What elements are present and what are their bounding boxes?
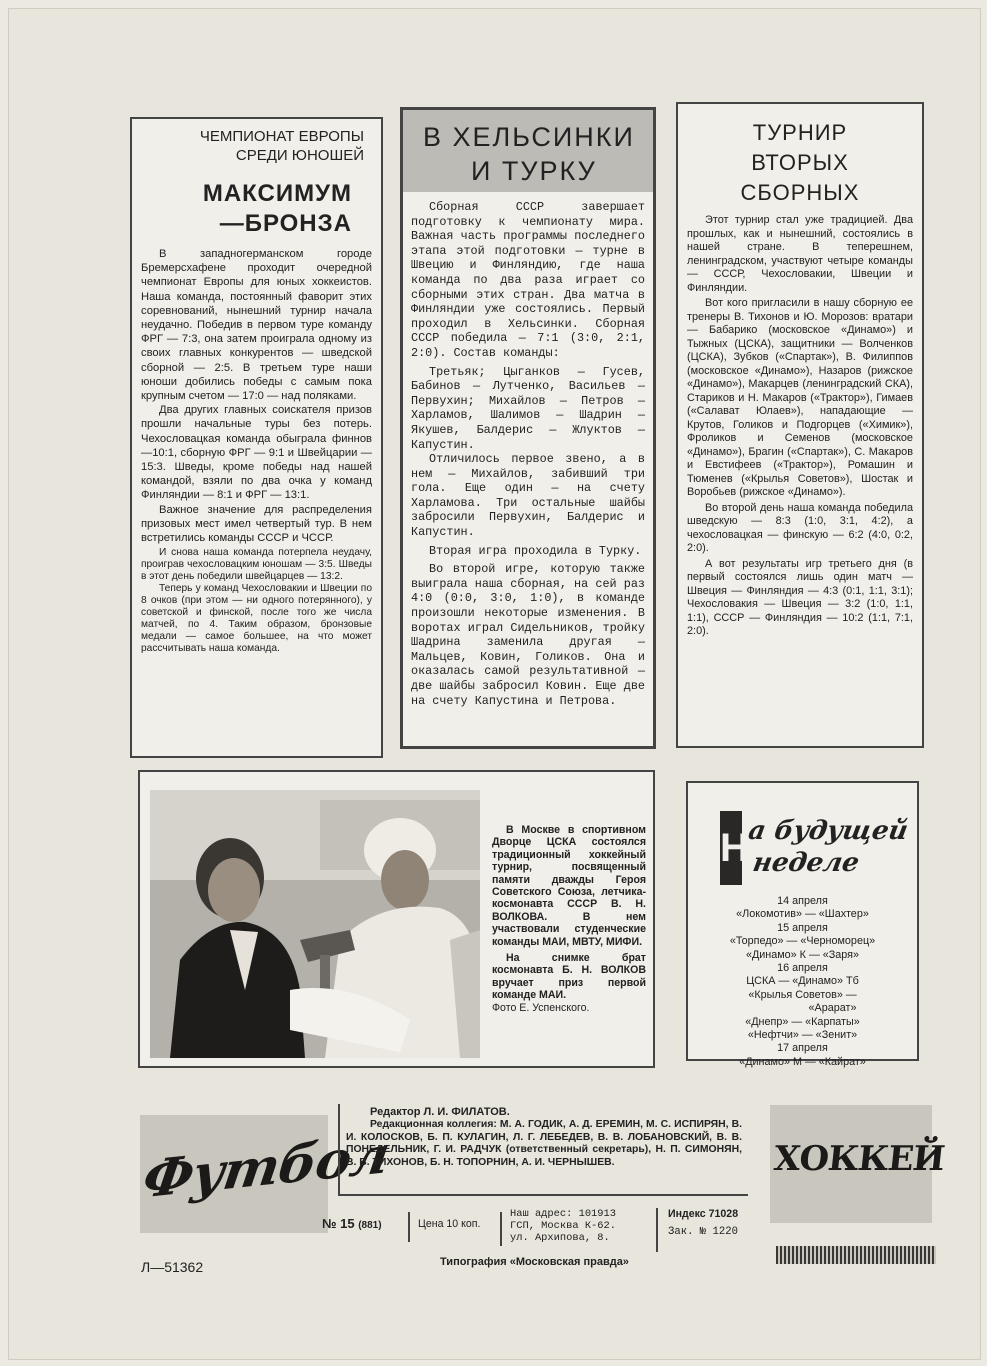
paragraph: Важное значение для распределения призовых мест имел четвертый тур. В нем встретились команды СССР и ЧССР.	[141, 503, 372, 545]
editor-line	[370, 1106, 742, 1119]
schedule-match: «Нефтчи» — «Зенит»	[747, 1029, 858, 1042]
next-week-title	[694, 789, 911, 889]
kicker-line: СРЕДИ ЮНОШЕЙ	[235, 147, 364, 164]
address-line: ул. Архипова, 8.	[510, 1232, 610, 1244]
article-body	[687, 214, 913, 639]
article-body-small	[141, 547, 372, 654]
photo-caption	[492, 824, 646, 1014]
schedule-match: «Локомотив» — «Шахтер»	[736, 908, 869, 921]
paragraph: В западногерманском городе Бремерсхафене проходит очередной чемпионат Европы для юных хоккеистов. Наша команда, постоянный фаворит этих соревнований, нынешний турнир начала неудачно. Победив в первом туре команду ФРГ — 7:3, она затем проиграла одному из своих главных конкурентов — шведской сборной — 2:5. В третьем туре наши юноши добились победы с самым пока крупным счетом — 17:0 — над поляками.	[141, 248, 372, 403]
editor-name: Л. И. ФИЛАТОВ.	[423, 1106, 510, 1118]
print-code: Л—51362	[141, 1259, 204, 1275]
schedule-match: «Крылья Советов» —	[748, 988, 857, 1001]
schedule-match: «Динамо» М — «Кайрат»	[739, 1055, 866, 1068]
schedule-date: 16 апреля	[777, 962, 828, 975]
title-word: неделе	[750, 848, 862, 878]
article-headline	[687, 118, 913, 208]
paragraph: Вот кого пригласили в нашу сборную ее тренеры В. Тихонов и Ю. Морозов: вратари — Бабарико (московское «Динамо») и Тыжных (ЦСКА), защитники — Волченков (ЦСКА), Зубков («Спартак»), В. Филиппов (московское «Динамо»), Назаров (рижское «Динамо»), Макарцев (ленинградский СКА), Стариков и Н. Макаров («Трактор»), Гимаев («Салават Юлаев»), нападающие — Крутов, Голиков и Подгорцев («Химик»), Фроликов и Семенов (московское «Динамо»), Брагин («Спартак»), С. Макаров и Евстифеев («Трактор»), Ромашин и Тюменев («Крылья Советов»), Шостак и Воробьев (рижское «Динамо»).	[687, 297, 913, 498]
paragraph: Этот турнир стал уже традицией. Два прошлых, как и нынешний, состоялись в нашей стране. В теперешнем, ленинградском, участвуют четыре команды — СССР, Чехословакии, Швеции и Финляндии.	[687, 214, 913, 294]
decorative-stripe	[776, 1246, 936, 1264]
paragraph: Во второй игре, которую также выиграла наша сборная, на сей раз 4:0 (0:0, 3:0, 1:0), в команде произошли некоторые изменения. В воротах играл Сидельников, тройку Шадрина заменила другая — Мальцев, Ковин, Голиков. Она и оказалась самой результативной — две шайбы забросил Ковин. Еще две на счету Капустина и Петрова.	[411, 562, 645, 708]
article-helsinki-turku	[400, 107, 656, 749]
headline-line: ТУРНИР	[752, 120, 848, 145]
board-members: М. А. ГОДИК, А. Д. ЕРЕМИН, М. С. ИСПИРЯН, В. И. КОЛОСКОВ, Б. П. КУЛАГИН, Л. Г. ЛЕБЕДЕВ, В. В. ЛОБАНОВСКИЙ, В. В. ПОНЕДЕЛЬНИК, Г. И. РАДЧУК (ответственный секретарь), Н. П. СИМОНЯН, В. В. ТИХОНОВ, Б. Н. ТОПОРНИН, А. И. ЧЕРНЫШЕВ.	[346, 1119, 742, 1168]
subscription-index: Индекс 71028	[668, 1208, 739, 1220]
article-headline	[403, 110, 653, 192]
issue-divider	[656, 1208, 658, 1252]
issue-price: Цена 10 коп.	[418, 1218, 481, 1230]
paragraph: Сборная СССР завершает подготовку к чемпионату мира. Важная часть программы последнего этапа этой подготовки — турне в Швецию и Финляндию, где наша команда по два раза играет со сборными этих стран. Два матча в Финляндии уже состоялись. Первый проходил в Хельсинки. Сборная СССР победила — 7:1 (3:0, 2:1, 2:0). Состав команды:	[411, 200, 645, 360]
address-line: Наш адрес: 101913	[510, 1208, 617, 1220]
photo-block	[138, 770, 655, 1068]
next-week-schedule	[686, 781, 919, 1068]
paragraph: Вторая игра проходила в Турку.	[429, 543, 642, 558]
issue-total-value: (881)	[358, 1220, 382, 1231]
headline-line: В ХЕЛЬСИНКИ	[423, 122, 635, 152]
paragraph: А вот результаты игр третьего дня (в первый состоялся лишь один матч — Швеция — Финляндия — 4:3 (0:1, 1:1, 3:1); Чехословакия — Швеция — 3:2 (1:0, 1:1, 1:1), СССР — Финляндия — 10:2 (1:1, 7:1, 2:0).	[687, 557, 913, 637]
address-line: ГСП, Москва К-62.	[510, 1220, 617, 1232]
caption-paragraph: В Москве в спортивном Дворце ЦСКА состоялся традиционный хоккейный турнир, посвященный памяти дважды Героя Советского Союза, летчика-космонавта СССР В. Н. ВОЛКОВА. В нем участвовали студенческие команды МАИ, МВТУ, МИФИ.	[492, 824, 646, 948]
editor-label: Редактор	[370, 1106, 421, 1118]
issue-divider	[408, 1212, 410, 1242]
schedule-date: 14 апреля	[777, 895, 828, 907]
title-word: а будущей	[746, 816, 911, 846]
issue-number-value: № 15	[322, 1216, 355, 1231]
paragraph: Во второй день наша команда победила шведскую — 8:3 (1:0, 3:1, 4:2), а чехословацкая — финскую — 6:2 (4:0, 0:2, 2:0).	[687, 501, 913, 554]
kicker-line: ЧЕМПИОНАТ ЕВРОПЫ	[199, 128, 364, 145]
paragraph: И снова наша команда потерпела неудачу, проиграв чехословацким юношам — 3:5. Шведы в этот день победили швейцарцев — 13:2.	[141, 547, 372, 583]
hockey-logo-text: ХОККЕЙ	[771, 1139, 947, 1179]
headline-line: МАКСИМУМ	[202, 180, 352, 207]
issue-divider	[500, 1212, 502, 1246]
print-order: Зак. № 1220	[668, 1226, 738, 1238]
schedule-match: «Арарат»	[808, 1002, 857, 1015]
article-body	[411, 200, 645, 708]
issue-number	[322, 1216, 382, 1231]
schedule-list	[694, 895, 911, 1069]
editorial-board	[338, 1104, 748, 1196]
photo-image	[150, 790, 480, 1058]
paragraph: Третьяк; Цыганков — Гусев, Бабинов — Лутченко, Васильев — Первухин; Михайлов — Петров — Харламов, Шалимов — Шадрин — Якушев, Балдерис — Жлуктов — Капустин.	[411, 364, 645, 452]
photo-credit: Фото Е. Успенского.	[492, 1001, 590, 1014]
article-headline	[141, 179, 372, 239]
paragraph: Два других главных соискателя призов прошли начальные туры без потерь. Чехословацкая команда обыграла финнов—10:1, сборную ФРГ — 9:1 и Швейцарии — 15:3. Шведы, кроме победы над нашей командой, взяли по два очка у команд Финляндии — 8:1 и ФРГ — 13:1.	[141, 404, 372, 502]
article-second-teams-tournament	[676, 102, 924, 748]
issue-info	[322, 1208, 762, 1254]
headline-line: ВТОРЫХ	[751, 150, 849, 175]
headline-line: —БРОНЗА	[219, 210, 352, 237]
schedule-date: 17 апреля	[777, 1042, 828, 1055]
hockey-logo	[770, 1105, 947, 1223]
article-body	[141, 247, 372, 545]
football-logo-text: Футбол	[139, 1124, 393, 1211]
headline-line: И ТУРКУ	[471, 156, 597, 186]
article-kicker	[141, 127, 372, 165]
paragraph: Теперь у команд Чехословакии и Швеции по 8 очков (при этом — ни одного потерянного), у советской и финской, после того же числа матчей, по 4. Таким образом, бронзовые медали — самое большее, на что может рассчитывать наша команда.	[141, 582, 372, 654]
schedule-match: «Торпедо» — «Черноморец»	[729, 935, 876, 948]
schedule-match: «Динамо» К — «Заря»	[745, 948, 860, 961]
photo-award-ceremony	[150, 790, 480, 1058]
caption-paragraph: На снимке брат космонавта Б. Н. ВОЛКОВ вручает приз первой команде МАИ.	[492, 952, 646, 1002]
title-initial-letter: Н	[720, 811, 742, 885]
schedule-date: 15 апреля	[777, 921, 828, 934]
headline-line: СБОРНЫХ	[740, 180, 860, 205]
title-words	[740, 815, 910, 879]
board-text	[346, 1119, 742, 1169]
article-european-championship	[130, 117, 383, 758]
schedule-match: «Днепр» — «Карпаты»	[745, 1015, 860, 1028]
paragraph: Отличилось первое звено, а в нем — Михайлов, забивший три гола. Еще один — на счету Харламова. Три остальные шайбы забросили Первухин, Балдерис и Капустин.	[411, 452, 645, 540]
printer-name: Типография «Московская правда»	[440, 1256, 629, 1268]
board-label: Редакционная коллегия:	[370, 1119, 497, 1130]
schedule-match: ЦСКА — «Динамо» Тб	[746, 975, 859, 988]
editorial-address	[510, 1208, 616, 1244]
